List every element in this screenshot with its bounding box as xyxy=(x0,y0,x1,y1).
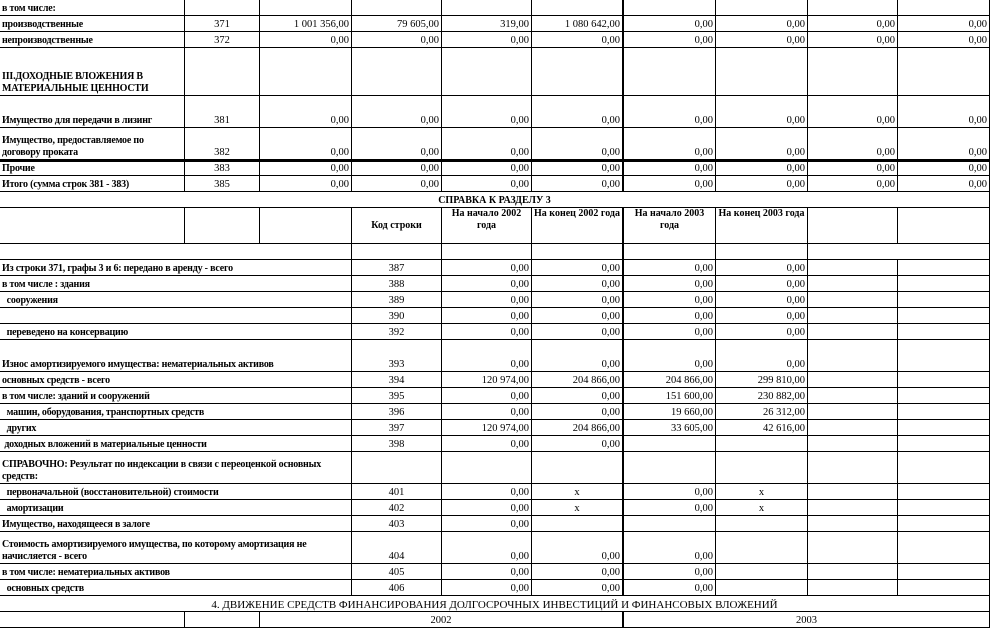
reference-row-code: 394 xyxy=(352,372,442,388)
empty-cell xyxy=(808,516,898,532)
reference-value-cell: х xyxy=(532,484,624,500)
value-cell xyxy=(442,48,532,96)
reference-value-cell: 0,00 xyxy=(716,308,808,324)
value-cell xyxy=(898,48,990,96)
value-cell: 0,00 xyxy=(624,128,716,160)
reference-value-cell: 0,00 xyxy=(532,308,624,324)
reference-value-cell: 230 882,00 xyxy=(716,388,808,404)
reference-value-cell: 0,00 xyxy=(442,564,532,580)
reference-row-label: первоначальной (восстановительной) стоимости xyxy=(0,484,352,500)
reference-row-code: 402 xyxy=(352,500,442,516)
value-cell: 0,00 xyxy=(808,16,898,32)
empty-cell xyxy=(808,372,898,388)
empty-cell xyxy=(808,260,898,276)
value-cell: 0,00 xyxy=(260,128,352,160)
reference-value-cell xyxy=(716,532,808,564)
reference-value-cell: 0,00 xyxy=(624,308,716,324)
empty-cell xyxy=(808,500,898,516)
reference-value-cell: 42 616,00 xyxy=(716,420,808,436)
empty-cell xyxy=(808,292,898,308)
reference-value-cell: 0,00 xyxy=(716,292,808,308)
value-cell: 0,00 xyxy=(442,160,532,176)
reference-value-cell: 0,00 xyxy=(532,292,624,308)
reference-value-cell: 0,00 xyxy=(624,500,716,516)
reference-value-cell: 0,00 xyxy=(442,404,532,420)
reference-value-cell xyxy=(624,516,716,532)
value-cell: 0,00 xyxy=(532,96,624,128)
value-cell: 0,00 xyxy=(624,176,716,192)
reference-value-cell: 0,00 xyxy=(624,580,716,596)
value-cell xyxy=(352,0,442,16)
spacer-cell xyxy=(624,244,716,260)
header-period: На начало 2002 года xyxy=(442,208,532,244)
empty-cell xyxy=(808,324,898,340)
value-cell: 79 605,00 xyxy=(352,16,442,32)
header-blank xyxy=(898,208,990,244)
reference-value-cell: 299 810,00 xyxy=(716,372,808,388)
empty-cell xyxy=(898,372,990,388)
reference-row-code: 403 xyxy=(352,516,442,532)
reference-row-code: 405 xyxy=(352,564,442,580)
spacer-cell xyxy=(532,244,624,260)
value-cell: 0,00 xyxy=(532,32,624,48)
reference-row-code: 396 xyxy=(352,404,442,420)
reference-row-label: основных средств xyxy=(0,580,352,596)
empty-cell xyxy=(898,580,990,596)
reference-title: СПРАВКА К РАЗДЕЛУ 3 xyxy=(0,192,990,208)
reference-row-label: амортизации xyxy=(0,500,352,516)
reference-value-cell: 0,00 xyxy=(442,276,532,292)
value-cell: 0,00 xyxy=(442,32,532,48)
reference-value-cell xyxy=(532,452,624,484)
value-cell xyxy=(716,48,808,96)
value-cell xyxy=(808,0,898,16)
value-cell xyxy=(352,48,442,96)
value-cell: 1 001 356,00 xyxy=(260,16,352,32)
row-code xyxy=(185,48,260,96)
empty-cell xyxy=(898,420,990,436)
value-cell: 0,00 xyxy=(260,160,352,176)
reference-row-label: переведено на консервацию xyxy=(0,324,352,340)
empty-cell xyxy=(808,276,898,292)
value-cell xyxy=(442,0,532,16)
reference-value-cell: 204 866,00 xyxy=(532,420,624,436)
reference-value-cell: 0,00 xyxy=(442,308,532,324)
reference-row-label: в том числе: нематериальных активов xyxy=(0,564,352,580)
reference-row-code: 401 xyxy=(352,484,442,500)
header-blank xyxy=(0,208,185,244)
row-label: производственные xyxy=(0,16,185,32)
reference-value-cell: 0,00 xyxy=(716,260,808,276)
row-label: непроизводственные xyxy=(0,32,185,48)
empty-cell xyxy=(898,340,990,372)
reference-row-label: Стоимость амортизируемого имущества, по которому амортизация не начисляется - всего xyxy=(0,532,352,564)
reference-value-cell xyxy=(624,452,716,484)
empty-cell xyxy=(808,564,898,580)
reference-row-code: 392 xyxy=(352,324,442,340)
value-cell: 0,00 xyxy=(716,16,808,32)
empty-cell xyxy=(898,564,990,580)
section4-title: 4. ДВИЖЕНИЕ СРЕДСТВ ФИНАНСИРОВАНИЯ ДОЛГОСРОЧНЫХ ИНВЕСТИЦИЙ И ФИНАНСОВЫХ ВЛОЖЕНИЙ xyxy=(0,596,990,612)
spacer-cell xyxy=(352,244,442,260)
reference-value-cell: 0,00 xyxy=(532,388,624,404)
reference-value-cell xyxy=(532,516,624,532)
value-cell xyxy=(624,0,716,16)
value-cell: 0,00 xyxy=(808,96,898,128)
reference-value-cell: 0,00 xyxy=(442,388,532,404)
reference-row-label: Из строки 371, графы 3 и 6: передано в аренду - всего xyxy=(0,260,352,276)
value-cell: 0,00 xyxy=(352,32,442,48)
row-code: 371 xyxy=(185,16,260,32)
row-label: Прочие xyxy=(0,160,185,176)
reference-row-code: 388 xyxy=(352,276,442,292)
reference-value-cell: 0,00 xyxy=(442,580,532,596)
reference-value-cell: 0,00 xyxy=(716,276,808,292)
reference-value-cell: 33 605,00 xyxy=(624,420,716,436)
reference-value-cell: 204 866,00 xyxy=(624,372,716,388)
empty-cell xyxy=(898,324,990,340)
spacer-cell xyxy=(716,244,808,260)
reference-value-cell: 120 974,00 xyxy=(442,372,532,388)
value-cell: 0,00 xyxy=(352,176,442,192)
empty-cell xyxy=(0,612,185,628)
reference-value-cell: 0,00 xyxy=(624,292,716,308)
value-cell xyxy=(532,48,624,96)
row-label: Итого (сумма строк 381 - 383) xyxy=(0,176,185,192)
reference-value-cell xyxy=(716,436,808,452)
value-cell: 0,00 xyxy=(716,176,808,192)
value-cell: 0,00 xyxy=(624,16,716,32)
row-divider xyxy=(0,160,990,162)
empty-cell xyxy=(898,260,990,276)
reference-row-label xyxy=(0,308,352,324)
empty-cell xyxy=(898,516,990,532)
row-code: 382 xyxy=(185,128,260,160)
empty-cell xyxy=(898,484,990,500)
value-cell: 0,00 xyxy=(352,96,442,128)
reference-value-cell: 19 660,00 xyxy=(624,404,716,420)
empty-cell xyxy=(898,436,990,452)
empty-cell xyxy=(898,276,990,292)
reference-value-cell: х xyxy=(532,500,624,516)
row-label: III.ДОХОДНЫЕ ВЛОЖЕНИЯ В МАТЕРИАЛЬНЫЕ ЦЕННОСТИ xyxy=(0,48,185,96)
reference-value-cell: 0,00 xyxy=(624,260,716,276)
reference-value-cell: 0,00 xyxy=(624,484,716,500)
reference-value-cell: 0,00 xyxy=(442,516,532,532)
reference-value-cell: 0,00 xyxy=(532,532,624,564)
year-2002: 2002 xyxy=(260,612,624,628)
value-cell: 0,00 xyxy=(532,176,624,192)
header-blank xyxy=(185,208,260,244)
reference-row-label: в том числе: зданий и сооружений xyxy=(0,388,352,404)
reference-value-cell: 0,00 xyxy=(442,260,532,276)
reference-value-cell xyxy=(624,436,716,452)
value-cell xyxy=(260,48,352,96)
value-cell: 1 080 642,00 xyxy=(532,16,624,32)
reference-value-cell: 0,00 xyxy=(532,564,624,580)
reference-value-cell: х xyxy=(716,500,808,516)
empty-cell xyxy=(808,388,898,404)
reference-value-cell: 0,00 xyxy=(716,324,808,340)
reference-value-cell: 0,00 xyxy=(532,276,624,292)
value-cell: 0,00 xyxy=(716,128,808,160)
reference-row-label: машин, оборудования, транспортных средств xyxy=(0,404,352,420)
value-cell: 0,00 xyxy=(808,32,898,48)
reference-value-cell: х xyxy=(716,484,808,500)
value-cell: 0,00 xyxy=(898,96,990,128)
value-cell: 0,00 xyxy=(532,128,624,160)
reference-row-label: сооружения xyxy=(0,292,352,308)
empty-cell xyxy=(808,580,898,596)
value-cell: 0,00 xyxy=(260,176,352,192)
value-cell: 0,00 xyxy=(260,96,352,128)
value-cell: 0,00 xyxy=(898,160,990,176)
empty-cell xyxy=(808,532,898,564)
value-cell: 0,00 xyxy=(442,128,532,160)
header-period: На конец 2003 года xyxy=(716,208,808,244)
row-code: 385 xyxy=(185,176,260,192)
reference-row-code: 398 xyxy=(352,436,442,452)
reference-value-cell: 0,00 xyxy=(624,324,716,340)
spacer-cell xyxy=(0,244,352,260)
header-period: На конец 2002 года xyxy=(532,208,624,244)
empty-cell xyxy=(185,612,260,628)
reference-row-label: доходных вложений в материальные ценности xyxy=(0,436,352,452)
empty-cell xyxy=(808,340,898,372)
reference-value-cell: 0,00 xyxy=(442,484,532,500)
value-cell: 0,00 xyxy=(442,176,532,192)
value-cell: 0,00 xyxy=(260,32,352,48)
reference-value-cell: 0,00 xyxy=(532,404,624,420)
spacer-cell xyxy=(808,244,990,260)
value-cell xyxy=(532,0,624,16)
reference-value-cell: 120 974,00 xyxy=(442,420,532,436)
value-cell: 319,00 xyxy=(442,16,532,32)
reference-row-code: 395 xyxy=(352,388,442,404)
year-2003: 2003 xyxy=(624,612,990,628)
reference-row-code: 393 xyxy=(352,340,442,372)
header-period: На начало 2003 года xyxy=(624,208,716,244)
reference-value-cell: 151 600,00 xyxy=(624,388,716,404)
reference-value-cell: 0,00 xyxy=(442,436,532,452)
header-blank xyxy=(260,208,352,244)
reference-value-cell xyxy=(442,452,532,484)
value-cell: 0,00 xyxy=(624,96,716,128)
value-cell: 0,00 xyxy=(716,160,808,176)
value-cell: 0,00 xyxy=(352,160,442,176)
reference-row-label: в том числе : здания xyxy=(0,276,352,292)
value-cell: 0,00 xyxy=(808,128,898,160)
value-cell xyxy=(808,48,898,96)
reference-row-label: других xyxy=(0,420,352,436)
spacer-cell xyxy=(442,244,532,260)
row-label: в том числе: xyxy=(0,0,185,16)
value-cell: 0,00 xyxy=(898,128,990,160)
value-cell: 0,00 xyxy=(808,176,898,192)
value-cell: 0,00 xyxy=(532,160,624,176)
empty-cell xyxy=(808,308,898,324)
value-cell: 0,00 xyxy=(624,32,716,48)
empty-cell xyxy=(808,420,898,436)
reference-value-cell: 0,00 xyxy=(442,340,532,372)
empty-cell xyxy=(808,484,898,500)
reference-value-cell: 0,00 xyxy=(532,580,624,596)
empty-cell xyxy=(808,404,898,420)
reference-value-cell xyxy=(716,580,808,596)
reference-row-code: 387 xyxy=(352,260,442,276)
reference-value-cell: 0,00 xyxy=(442,532,532,564)
reference-value-cell: 0,00 xyxy=(442,324,532,340)
value-cell: 0,00 xyxy=(624,160,716,176)
reference-value-cell: 0,00 xyxy=(532,324,624,340)
value-cell: 0,00 xyxy=(716,96,808,128)
empty-cell xyxy=(808,436,898,452)
empty-cell xyxy=(898,292,990,308)
reference-row-label: Имущество, находящееся в залоге xyxy=(0,516,352,532)
row-code: 372 xyxy=(185,32,260,48)
row-code: 381 xyxy=(185,96,260,128)
row-label: Имущество для передачи в лизинг xyxy=(0,96,185,128)
value-cell: 0,00 xyxy=(898,16,990,32)
reference-value-cell: 0,00 xyxy=(532,436,624,452)
reference-value-cell: 0,00 xyxy=(442,292,532,308)
empty-cell xyxy=(808,452,898,484)
value-cell: 0,00 xyxy=(716,32,808,48)
reference-value-cell: 0,00 xyxy=(624,564,716,580)
reference-row-code xyxy=(352,452,442,484)
value-cell xyxy=(624,48,716,96)
empty-cell xyxy=(898,308,990,324)
value-cell: 0,00 xyxy=(898,32,990,48)
value-cell: 0,00 xyxy=(352,128,442,160)
reference-value-cell xyxy=(716,452,808,484)
reference-value-cell xyxy=(716,516,808,532)
reference-value-cell: 0,00 xyxy=(532,260,624,276)
empty-cell xyxy=(898,500,990,516)
value-cell xyxy=(898,0,990,16)
reference-value-cell: 0,00 xyxy=(624,532,716,564)
header-code: Код строки xyxy=(352,208,442,244)
reference-row-code: 397 xyxy=(352,420,442,436)
empty-cell xyxy=(898,532,990,564)
reference-value-cell xyxy=(716,564,808,580)
reference-row-label: Износ амортизируемого имущества: нематериальных активов xyxy=(0,340,352,372)
reference-row-code: 390 xyxy=(352,308,442,324)
reference-row-code: 406 xyxy=(352,580,442,596)
value-cell: 0,00 xyxy=(808,160,898,176)
reference-value-cell: 26 312,00 xyxy=(716,404,808,420)
value-cell xyxy=(260,0,352,16)
reference-row-code: 389 xyxy=(352,292,442,308)
row-label: Имущество, предоставляемое по договору проката xyxy=(0,128,185,160)
empty-cell xyxy=(898,404,990,420)
reference-value-cell: 0,00 xyxy=(532,340,624,372)
value-cell: 0,00 xyxy=(442,96,532,128)
reference-value-cell: 0,00 xyxy=(624,340,716,372)
row-code xyxy=(185,0,260,16)
header-blank xyxy=(808,208,898,244)
empty-cell xyxy=(898,452,990,484)
value-cell: 0,00 xyxy=(898,176,990,192)
reference-value-cell: 0,00 xyxy=(442,500,532,516)
reference-value-cell: 0,00 xyxy=(624,276,716,292)
reference-value-cell: 204 866,00 xyxy=(532,372,624,388)
row-code: 383 xyxy=(185,160,260,176)
reference-row-code: 404 xyxy=(352,532,442,564)
empty-cell xyxy=(898,388,990,404)
reference-value-cell: 0,00 xyxy=(716,340,808,372)
reference-row-label: СПРАВОЧНО: Результат по индексации в связи с переоценкой основных средств: xyxy=(0,452,352,484)
reference-row-label: основных средств - всего xyxy=(0,372,352,388)
value-cell xyxy=(716,0,808,16)
